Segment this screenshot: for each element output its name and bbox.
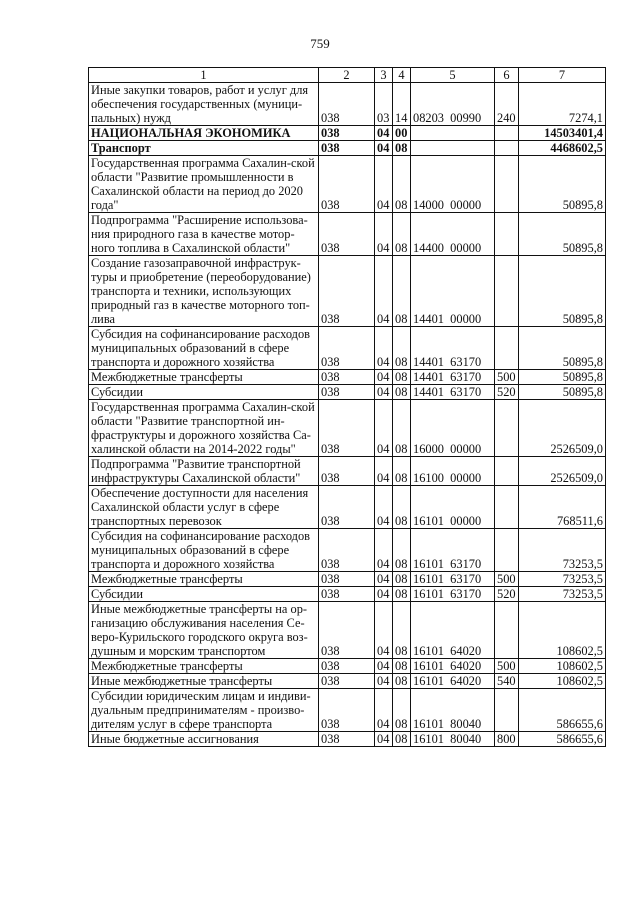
row-expense-type: 500 <box>495 370 519 385</box>
row-ministry-code: 038 <box>319 572 375 587</box>
row-subsection-code: 08 <box>393 141 411 156</box>
row-target-code: 16101 64020 <box>411 659 495 674</box>
row-amount: 50895,8 <box>519 370 606 385</box>
table-row <box>89 256 606 327</box>
column-header-6: 6 <box>495 68 519 83</box>
row-amount: 108602,5 <box>519 674 606 689</box>
row-section-code: 04 <box>375 126 393 141</box>
row-ministry-code: 038 <box>319 587 375 602</box>
row-ministry-code: 038 <box>319 486 375 529</box>
row-subsection-code: 08 <box>393 587 411 602</box>
row-ministry-code: 038 <box>319 659 375 674</box>
row-name: Подпрограмма "Развитие транспортной инфраструктуры Сахалинской области" <box>89 457 319 486</box>
row-expense-type: 500 <box>495 572 519 587</box>
row-name: Иные межбюджетные трансферты на ор-ганизацию обслуживания населения Се-веро-Курильского городского округа воз-душным и морским транспортом <box>89 602 319 659</box>
row-expense-type <box>495 156 519 213</box>
row-section-code: 04 <box>375 529 393 572</box>
row-name: Межбюджетные трансферты <box>89 572 319 587</box>
row-name: Обеспечение доступности для населения Сахалинской области услуг в сфере транспортных перевозок <box>89 486 319 529</box>
row-amount: 586655,6 <box>519 689 606 732</box>
row-section-code: 04 <box>375 572 393 587</box>
table-row <box>89 689 606 732</box>
row-target-code: 14401 00000 <box>411 256 495 327</box>
row-target-code: 08203 00990 <box>411 83 495 126</box>
row-ministry-code: 038 <box>319 327 375 370</box>
row-amount: 73253,5 <box>519 529 606 572</box>
column-header-7: 7 <box>519 68 606 83</box>
table-row <box>89 587 606 602</box>
row-section-code: 04 <box>375 674 393 689</box>
row-amount: 768511,6 <box>519 486 606 529</box>
row-section-code: 04 <box>375 213 393 256</box>
row-ministry-code: 038 <box>319 213 375 256</box>
row-subsection-code: 08 <box>393 529 411 572</box>
row-expense-type: 500 <box>495 659 519 674</box>
row-expense-type <box>495 689 519 732</box>
column-header-2: 2 <box>319 68 375 83</box>
row-name: Иные межбюджетные трансферты <box>89 674 319 689</box>
row-amount: 7274,1 <box>519 83 606 126</box>
row-amount: 2526509,0 <box>519 400 606 457</box>
row-expense-type: 800 <box>495 732 519 747</box>
row-ministry-code: 038 <box>319 126 375 141</box>
row-expense-type <box>495 213 519 256</box>
row-name: Иные закупки товаров, работ и услуг для обеспечения государственных (муници-пальных) нужд <box>89 83 319 126</box>
row-target-code <box>411 141 495 156</box>
row-section-code: 04 <box>375 659 393 674</box>
table-header-row <box>89 68 606 83</box>
row-subsection-code: 08 <box>393 370 411 385</box>
row-expense-type: 520 <box>495 385 519 400</box>
table-body <box>89 83 606 747</box>
row-name: Иные бюджетные ассигнования <box>89 732 319 747</box>
row-expense-type <box>495 256 519 327</box>
row-target-code: 16100 00000 <box>411 457 495 486</box>
row-ministry-code: 038 <box>319 602 375 659</box>
row-name: Межбюджетные трансферты <box>89 659 319 674</box>
row-ministry-code: 038 <box>319 529 375 572</box>
row-section-code: 04 <box>375 256 393 327</box>
row-subsection-code: 08 <box>393 732 411 747</box>
table-row <box>89 602 606 659</box>
row-expense-type <box>495 400 519 457</box>
table-row <box>89 659 606 674</box>
row-target-code: 16101 64020 <box>411 602 495 659</box>
row-amount: 73253,5 <box>519 587 606 602</box>
row-amount: 14503401,4 <box>519 126 606 141</box>
row-amount: 2526509,0 <box>519 457 606 486</box>
column-header-3: 3 <box>375 68 393 83</box>
table-row <box>89 83 606 126</box>
row-amount: 108602,5 <box>519 602 606 659</box>
row-ministry-code: 038 <box>319 732 375 747</box>
row-section-code: 03 <box>375 83 393 126</box>
row-expense-type <box>495 486 519 529</box>
row-target-code: 14401 63170 <box>411 385 495 400</box>
page-number: 759 <box>310 36 330 51</box>
row-ministry-code: 038 <box>319 256 375 327</box>
row-amount: 50895,8 <box>519 156 606 213</box>
row-name: Подпрограмма "Расширение использова-ния природного газа в качестве мотор-ного топлива в Сахалинской области" <box>89 213 319 256</box>
row-section-code: 04 <box>375 400 393 457</box>
row-target-code: 16101 80040 <box>411 732 495 747</box>
row-target-code: 16000 00000 <box>411 400 495 457</box>
row-target-code: 16101 80040 <box>411 689 495 732</box>
row-subsection-code: 08 <box>393 689 411 732</box>
row-name: Государственная программа Сахалин-ской области "Развитие промышленности в Сахалинской области на период до 2020 года" <box>89 156 319 213</box>
row-subsection-code: 08 <box>393 156 411 213</box>
row-target-code: 14401 63170 <box>411 370 495 385</box>
row-expense-type: 540 <box>495 674 519 689</box>
row-expense-type: 240 <box>495 83 519 126</box>
table-row <box>89 370 606 385</box>
row-name: Создание газозаправочной инфраструк-туры и приобретение (переоборудование) транспорта и техники, использующих природный газ в качестве моторного топ-лива <box>89 256 319 327</box>
row-section-code: 04 <box>375 732 393 747</box>
table-row <box>89 486 606 529</box>
row-subsection-code: 08 <box>393 457 411 486</box>
row-amount: 50895,8 <box>519 385 606 400</box>
table-row <box>89 732 606 747</box>
row-ministry-code: 038 <box>319 457 375 486</box>
row-expense-type <box>495 457 519 486</box>
row-ministry-code: 038 <box>319 400 375 457</box>
row-expense-type: 520 <box>495 587 519 602</box>
row-ministry-code: 038 <box>319 156 375 213</box>
budget-table <box>88 67 606 747</box>
row-amount: 108602,5 <box>519 659 606 674</box>
row-section-code: 04 <box>375 457 393 486</box>
table-row <box>89 141 606 156</box>
table-row <box>89 156 606 213</box>
row-name: Государственная программа Сахалин-ской области "Развитие транспортной ин-фраструктуры и дорожного хозяйства Са-халинской области на 2014-2022 годы" <box>89 400 319 457</box>
row-ministry-code: 038 <box>319 674 375 689</box>
table-row <box>89 327 606 370</box>
row-amount: 73253,5 <box>519 572 606 587</box>
table-row <box>89 213 606 256</box>
row-subsection-code: 08 <box>393 400 411 457</box>
row-section-code: 04 <box>375 141 393 156</box>
row-expense-type <box>495 126 519 141</box>
row-subsection-code: 08 <box>393 213 411 256</box>
row-amount: 50895,8 <box>519 327 606 370</box>
table-row <box>89 529 606 572</box>
row-amount: 4468602,5 <box>519 141 606 156</box>
row-target-code: 16101 63170 <box>411 587 495 602</box>
row-amount: 586655,6 <box>519 732 606 747</box>
row-target-code <box>411 126 495 141</box>
row-section-code: 04 <box>375 385 393 400</box>
row-section-code: 04 <box>375 327 393 370</box>
row-name: Субсидии юридическим лицам и индиви-дуальным предпринимателям - произво-дителям услуг в сфере транспорта <box>89 689 319 732</box>
table-row <box>89 400 606 457</box>
row-ministry-code: 038 <box>319 370 375 385</box>
row-name: Субсидия на софинансирование расходов муниципальных образований в сфере транспорта и дорожного хозяйства <box>89 529 319 572</box>
row-expense-type <box>495 602 519 659</box>
row-target-code: 16101 00000 <box>411 486 495 529</box>
table-row <box>89 385 606 400</box>
table-row <box>89 126 606 141</box>
row-subsection-code: 08 <box>393 674 411 689</box>
row-subsection-code: 08 <box>393 327 411 370</box>
row-name: Субсидии <box>89 587 319 602</box>
row-subsection-code: 08 <box>393 486 411 529</box>
row-subsection-code: 00 <box>393 126 411 141</box>
row-ministry-code: 038 <box>319 385 375 400</box>
row-subsection-code: 08 <box>393 572 411 587</box>
row-section-code: 04 <box>375 156 393 213</box>
row-section-code: 04 <box>375 486 393 529</box>
row-name: Межбюджетные трансферты <box>89 370 319 385</box>
row-ministry-code: 038 <box>319 689 375 732</box>
row-section-code: 04 <box>375 587 393 602</box>
row-ministry-code: 038 <box>319 141 375 156</box>
row-target-code: 14000 00000 <box>411 156 495 213</box>
row-expense-type <box>495 327 519 370</box>
row-section-code: 04 <box>375 370 393 385</box>
row-name: Субсидии <box>89 385 319 400</box>
row-amount: 50895,8 <box>519 213 606 256</box>
row-amount: 50895,8 <box>519 256 606 327</box>
row-expense-type <box>495 529 519 572</box>
table-row <box>89 457 606 486</box>
row-target-code: 16101 63170 <box>411 572 495 587</box>
row-target-code: 16101 63170 <box>411 529 495 572</box>
table-row <box>89 572 606 587</box>
row-target-code: 14400 00000 <box>411 213 495 256</box>
row-subsection-code: 14 <box>393 83 411 126</box>
row-section-code: 04 <box>375 689 393 732</box>
column-header-5: 5 <box>411 68 495 83</box>
row-subsection-code: 08 <box>393 659 411 674</box>
row-name: Транспорт <box>89 141 319 156</box>
row-target-code: 16101 64020 <box>411 674 495 689</box>
row-subsection-code: 08 <box>393 602 411 659</box>
table-row <box>89 674 606 689</box>
row-name: НАЦИОНАЛЬНАЯ ЭКОНОМИКА <box>89 126 319 141</box>
row-name: Субсидия на софинансирование расходов муниципальных образований в сфере транспорта и дорожного хозяйства <box>89 327 319 370</box>
column-header-4: 4 <box>393 68 411 83</box>
row-section-code: 04 <box>375 602 393 659</box>
row-subsection-code: 08 <box>393 256 411 327</box>
row-target-code: 14401 63170 <box>411 327 495 370</box>
row-ministry-code: 038 <box>319 83 375 126</box>
row-expense-type <box>495 141 519 156</box>
row-subsection-code: 08 <box>393 385 411 400</box>
column-header-1: 1 <box>89 68 319 83</box>
